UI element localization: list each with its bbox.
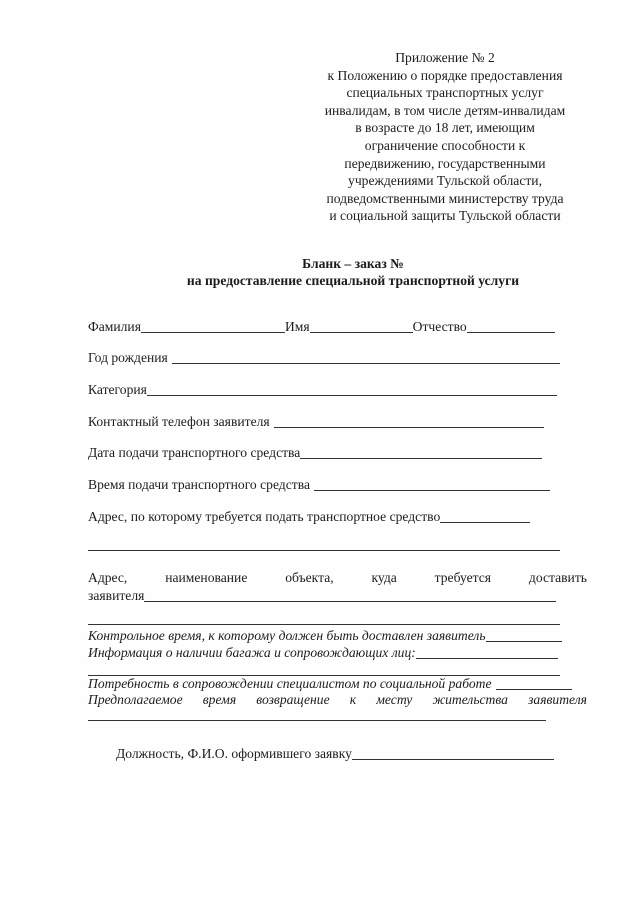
fio-row — [88, 319, 555, 335]
destination-row-cont — [88, 588, 556, 604]
luggage-row — [88, 645, 558, 661]
appendix-line: в возрасте до 18 лет, имеющим — [355, 120, 535, 136]
destination-word: доставить — [528, 570, 587, 585]
category-row — [88, 382, 557, 398]
destination-word: объекта, — [285, 570, 334, 585]
officer-label: Должность, Ф.И.О. оформившего заявку — [116, 746, 352, 761]
luggage-label: Информация о наличии багажа и сопровождающих лиц: — [88, 645, 416, 660]
appendix-line: к Положению о порядке предоставления — [327, 67, 563, 83]
pickup-address-field-line2[interactable] — [88, 550, 560, 551]
name-field[interactable] — [310, 320, 413, 333]
phone-row — [88, 414, 544, 430]
appendix-header — [300, 49, 590, 225]
phone-field[interactable] — [274, 415, 544, 428]
appendix-line: подведомственными министерству труда — [326, 190, 564, 206]
return-word: возвращение — [256, 692, 330, 707]
destination-field-line2[interactable] — [88, 624, 560, 625]
birth-year-row — [88, 350, 560, 366]
appendix-line: Приложение № 2 — [395, 50, 495, 65]
return-row — [88, 692, 587, 708]
delivery-time-label: Время подачи транспортного средства — [88, 477, 310, 492]
appendix-line: и социальной защиты Тульской области — [329, 208, 561, 224]
category-field[interactable] — [147, 383, 557, 396]
phone-label: Контактный телефон заявителя — [88, 414, 270, 429]
surname-field[interactable] — [141, 320, 285, 333]
name-label: Имя — [284, 319, 310, 334]
form-subtitle: на предоставление специальной транспортной услуги — [186, 273, 520, 288]
category-label: Категория — [88, 382, 147, 397]
return-word: Предполагаемое — [88, 692, 183, 707]
return-word: к — [349, 692, 357, 707]
appendix-line: специальных транспортных услуг — [346, 85, 544, 101]
control-time-label: Контрольное время, к которому должен быть доставлен заявитель — [88, 628, 486, 643]
pickup-address-field[interactable] — [440, 510, 530, 523]
delivery-time-row — [88, 477, 550, 493]
return-word: время — [202, 692, 237, 707]
control-time-field[interactable] — [486, 629, 562, 642]
pickup-address-label: Адрес, по которому требуется подать транспортное средство — [88, 509, 441, 524]
return-field[interactable] — [88, 720, 546, 721]
delivery-date-field[interactable] — [300, 446, 542, 459]
destination-word: требуется — [434, 570, 492, 585]
delivery-date-row — [88, 445, 542, 461]
patronymic-field[interactable] — [467, 320, 555, 333]
appendix-line: передвижению, государственными — [344, 155, 546, 171]
birth-year-label: Год рождения — [88, 350, 168, 365]
destination-word: Адрес, — [88, 570, 128, 585]
return-word: месту — [376, 692, 413, 707]
escort-field[interactable] — [496, 677, 572, 690]
surname-label: Фамилия — [88, 319, 141, 334]
escort-row — [88, 676, 572, 692]
delivery-date-label: Дата подачи транспортного средства — [88, 445, 301, 460]
destination-field[interactable] — [144, 589, 556, 602]
return-word: жительства — [432, 692, 508, 707]
delivery-time-field[interactable] — [314, 478, 550, 491]
control-time-row — [88, 628, 562, 644]
form-title: Бланк – заказ № — [302, 256, 404, 271]
destination-label-cont: заявителя — [88, 588, 145, 603]
destination-word: наименование — [165, 570, 248, 585]
appendix-line: учреждениями Тульской области, — [348, 173, 542, 189]
appendix-line: инвалидам, в том числе детям-инвалидам — [324, 102, 566, 118]
officer-row — [116, 746, 554, 762]
birth-year-field[interactable] — [172, 351, 560, 364]
officer-field[interactable] — [352, 747, 554, 760]
escort-label: Потребность в сопровождении специалистом по социальной работе — [88, 676, 492, 691]
luggage-field[interactable] — [416, 646, 558, 659]
return-word: заявителя — [528, 692, 587, 707]
destination-row — [88, 570, 587, 586]
patronymic-label: Отчество — [412, 319, 467, 334]
appendix-line: ограничение способности к — [364, 137, 526, 153]
destination-word: куда — [371, 570, 397, 585]
pickup-address-row — [88, 509, 530, 525]
